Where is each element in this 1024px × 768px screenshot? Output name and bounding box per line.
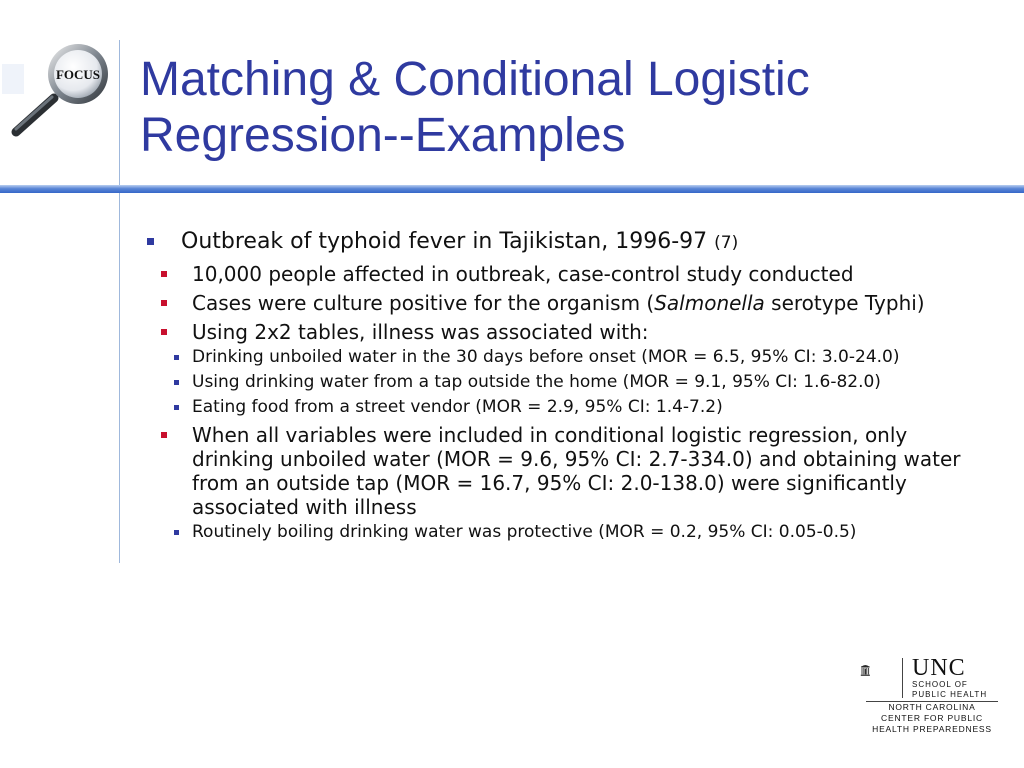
center-name xyxy=(862,702,1002,735)
title-underline-bar xyxy=(0,185,1024,193)
school-line-1: SCHOOL OF xyxy=(912,680,968,689)
bullet-l1 xyxy=(147,229,992,543)
bullet-text: 10,000 people affected in outbreak, case-control study conducted xyxy=(192,262,854,286)
unc-logo-text xyxy=(912,656,987,700)
bullet-l2 xyxy=(147,262,992,286)
bullet-marker xyxy=(174,380,179,385)
unc-building-icon xyxy=(860,655,900,697)
logo-divider xyxy=(902,658,903,698)
bullet-marker xyxy=(174,405,179,410)
logo-focus-text: FOCUS xyxy=(55,67,101,82)
bullet-text: Using drinking water from a tap outside the home (MOR = 9.1, 95% CI: 1.6-82.0) xyxy=(192,372,881,392)
unc-wordmark: UNC xyxy=(912,655,966,681)
center-line-3: HEALTH PREPAREDNESS xyxy=(872,724,992,734)
bullet-l3 xyxy=(148,347,992,368)
bullet-text: Cases were culture positive for the organism ( xyxy=(192,291,655,315)
bullet-text: Eating food from a street vendor (MOR = 2.9, 95% CI: 1.4-7.2) xyxy=(192,397,723,417)
bullet-l2 xyxy=(147,423,992,543)
focus-magnifier-logo xyxy=(2,40,120,140)
bullet-text: When all variables were included in conditional logistic regression, only drinking unboiled water (MOR = 9.6, 95% CI: 2.7-334.0) and obtaining water from an outside tap (MOR = 16.7, 95% CI: 2.0-138.0) were significantly associated with illness xyxy=(192,423,961,519)
slide-title: Matching & Conditional Logistic Regression--Examples xyxy=(140,53,810,162)
bullet-text: serotype Typhi) xyxy=(764,291,925,315)
bullet-marker xyxy=(147,238,154,245)
slide-content xyxy=(147,229,992,549)
bullet-marker xyxy=(161,329,167,335)
bullet-l3 xyxy=(148,397,992,418)
bullet-marker xyxy=(161,300,167,306)
bullet-marker xyxy=(174,530,179,535)
organism-name: Salmonella xyxy=(654,291,765,315)
bullet-text: Outbreak of typhoid fever in Tajikistan, 1996-97 xyxy=(181,229,708,254)
bullet-l3 xyxy=(148,372,992,393)
school-line-2: PUBLIC HEALTH xyxy=(912,690,988,699)
bullet-l2 xyxy=(147,320,992,418)
bullet-marker xyxy=(174,355,179,360)
sub-sub-bullet-list xyxy=(192,347,992,418)
bullet-marker xyxy=(161,271,167,277)
reference-number: (7) xyxy=(714,233,739,253)
bullet-list xyxy=(147,229,992,543)
bullet-text: Routinely boiling drinking water was protective (MOR = 0.2, 95% CI: 0.05-0.5) xyxy=(192,522,857,542)
bullet-marker xyxy=(161,432,167,438)
bullet-text: Drinking unboiled water in the 30 days before onset (MOR = 6.5, 95% CI: 3.0-24.0) xyxy=(192,347,900,367)
vertical-divider xyxy=(119,40,120,563)
bullet-l2 xyxy=(147,291,992,315)
sub-bullet-list xyxy=(181,262,992,543)
center-line-2: CENTER FOR PUBLIC xyxy=(881,713,983,723)
bullet-l3 xyxy=(148,522,992,543)
bullet-text: Using 2x2 tables, illness was associated with: xyxy=(192,320,649,344)
center-line-1: NORTH CAROLINA xyxy=(888,702,976,712)
sub-sub-bullet-list xyxy=(192,522,992,543)
